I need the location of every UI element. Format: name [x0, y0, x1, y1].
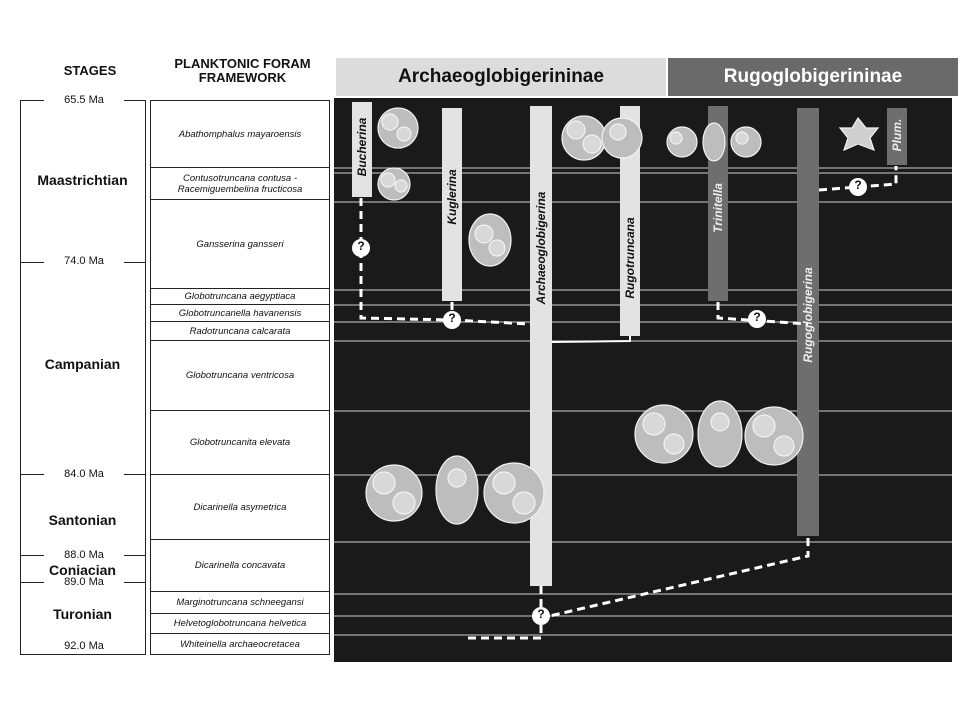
rugotruncana-label: Rugotruncana: [623, 217, 637, 299]
zone-label: Globotruncanella havanensis: [178, 307, 302, 319]
kuglerina-specimen: [469, 214, 511, 266]
bucherina-specimen-2: [378, 168, 410, 200]
zone-archaeocretacea: [150, 634, 330, 655]
rugoglobigerina-specimens: [635, 401, 803, 467]
stage-campanian: Campanian: [44, 356, 121, 372]
zone-label: Globotruncana ventricosa: [185, 370, 295, 381]
age-84-0: 84.0 Ma: [44, 468, 124, 480]
zone-aegyptiaca: [150, 289, 330, 305]
zone-calcarata: [150, 322, 330, 341]
trinitella-label: Trinitella: [711, 183, 725, 233]
stage-santonian: Santonian: [48, 512, 117, 528]
stages-header: STAGES: [63, 63, 117, 78]
age-89-0: 89.0 Ma: [44, 576, 124, 588]
zone-label: Radotruncana calcarata: [189, 325, 291, 337]
age-65-5: 65.5 Ma: [44, 94, 124, 106]
zone-label: Whiteinella archaeocretacea: [180, 638, 300, 650]
rugoglobigerininae-title: Rugoglobigerininae: [723, 66, 903, 87]
rugotruncana-label-wrap: [620, 106, 640, 336]
zone-label: Dicarinella concavata: [194, 560, 286, 571]
zone-havanensis: [150, 305, 330, 322]
archaeoglobigerina-specimens: [366, 456, 544, 524]
zone-concavata: [150, 540, 330, 592]
zone-asymetrica: [150, 475, 330, 540]
stage-coniacian: Coniacian: [49, 562, 116, 578]
archaeoglobigerininae-header: [336, 58, 666, 96]
framework-header-line2: FRAMEWORK: [198, 70, 287, 85]
question-mark-trinitella: ?: [753, 310, 761, 324]
framework-header: [150, 57, 335, 85]
zone-abathomphalus: [150, 100, 330, 168]
age-92-0: 92.0 Ma: [44, 640, 124, 652]
framework-header-line1: PLANKTONIC FORAM: [174, 56, 311, 71]
zone-elevata: [150, 411, 330, 475]
zone-gansserina: [150, 200, 330, 289]
zone-label: Dicarinella asymetrica: [193, 501, 287, 513]
stage-turonian: Turonian: [53, 606, 112, 622]
trinitella-label-wrap: [708, 106, 728, 301]
kuglerina-label: Kuglerina: [445, 169, 459, 225]
zone-label: Contusotruncana contusa -: [182, 172, 298, 184]
zone-label: Globotruncana aegyptiaca: [184, 291, 296, 302]
question-mark-archaeo: ?: [537, 607, 545, 621]
kuglerina-label-wrap: [442, 108, 462, 301]
age-88-0: 88.0 Ma: [44, 549, 124, 561]
rugoglobigerina-label: Rugoglobigerina: [801, 267, 815, 363]
archaeoglobigerina-label-wrap: [530, 106, 552, 586]
zone-contusotruncana: [150, 168, 330, 200]
plummerita-label-wrap: [887, 108, 907, 165]
stage-maastrichtian: Maastrichtian: [37, 172, 128, 188]
zone-label: Abathomphalus mayaroensis: [178, 128, 302, 140]
zone-label: Helvetoglobotruncana helvetica: [173, 618, 307, 629]
archaeoglobigerininae-title: Archaeoglobigerininae: [398, 66, 604, 87]
question-mark-plummerita: ?: [854, 178, 862, 192]
zone-ventricosa: [150, 341, 330, 411]
rugoglobigerininae-header: [668, 58, 958, 96]
zone-label: Globotruncanita elevata: [189, 437, 291, 448]
question-mark-kuglerina: ?: [448, 311, 456, 325]
zone-helvetica: [150, 614, 330, 634]
question-mark-bucherina: ?: [357, 239, 365, 253]
archaeoglobigerina-label: Archaeoglobigerina: [534, 191, 548, 305]
rugoglobigerina-label-wrap: [797, 108, 819, 536]
zone-label: Racemiguembelina fructicosa: [177, 183, 303, 195]
zone-label: Gansserina gansseri: [196, 238, 284, 250]
zone-schneegansi: [150, 592, 330, 614]
bucherina-specimen-1: [378, 108, 418, 148]
age-74-0: 74.0 Ma: [44, 255, 124, 267]
bucherina-label: Bucherina: [355, 117, 369, 177]
bucherina-label-wrap: [352, 102, 372, 197]
plummerita-label: Plum.: [890, 118, 904, 152]
zone-label: Marginotruncana schneegansi: [176, 597, 304, 608]
